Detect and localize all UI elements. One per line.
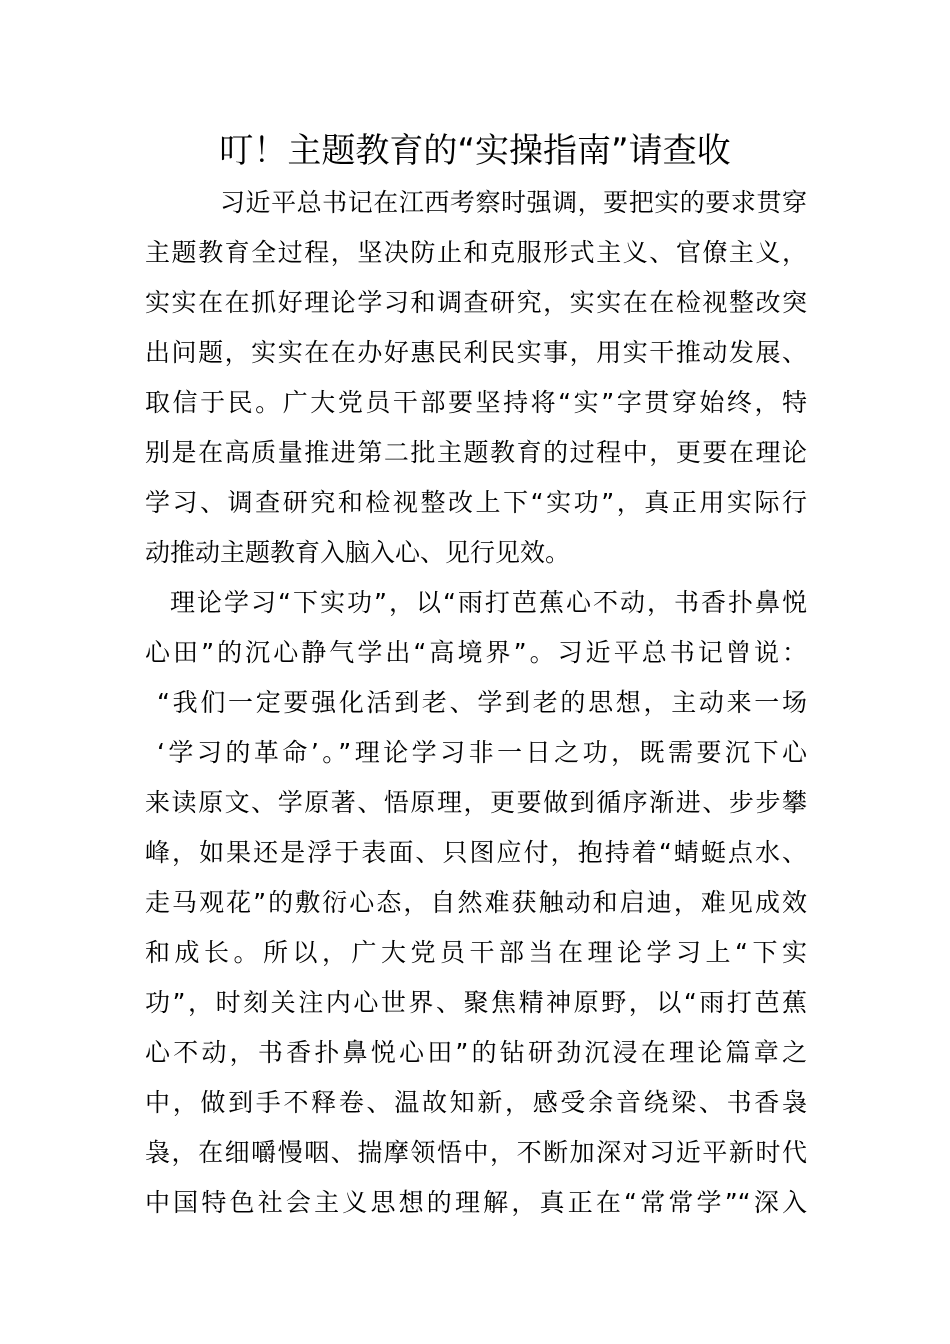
text-line: “我们一定要强化活到老、学到老的思想，主动来一场 — [157, 688, 807, 717]
text-line: 心田”的沉心静气学出“高境界”。习近平总书记曾说： — [145, 638, 807, 667]
text-line: ‘学习的革命’。”理论学习非一日之功，既需要沉下心 — [157, 738, 807, 767]
text-line: 取信于民。广大党员干部要坚持将“实”字贯穿始终，特 — [145, 388, 807, 417]
text-line: 习近平总书记在江西考察时强调，要把实的要求贯穿 — [220, 188, 807, 217]
text-line: 理论学习“下实功”，以“雨打芭蕉心不动，书香扑鼻悦 — [170, 588, 807, 617]
text-line: 中，做到手不释卷、温故知新，感受余音绕梁、书香袅 — [145, 1088, 807, 1117]
text-line: 峰，如果还是浮于表面、只图应付，抱持着“蜻蜓点水、 — [145, 838, 807, 867]
text-line: 主题教育全过程，坚决防止和克服形式主义、官僚主义， — [145, 238, 807, 267]
text-line: 功”，时刻关注内心世界、聚焦精神原野，以“雨打芭蕉 — [145, 988, 807, 1017]
text-line: 中国特色社会主义思想的理解，真正在“常常学”“深入 — [145, 1188, 807, 1217]
text-line: 袅，在细嚼慢咽、揣摩领悟中，不断加深对习近平新时代 — [145, 1138, 807, 1167]
text-line: 学习、调查研究和检视整改上下“实功”，真正用实际行 — [145, 488, 807, 517]
text-line: 心不动，书香扑鼻悦心田”的钻研劲沉浸在理论篇章之 — [145, 1038, 807, 1067]
text-line: 实实在在抓好理论学习和调查研究，实实在在检视整改突 — [145, 288, 807, 317]
document-body — [145, 178, 807, 1228]
text-line: 和成长。所以，广大党员干部当在理论学习上“下实 — [145, 938, 807, 967]
text-line: 来读原文、学原著、悟原理，更要做到循序渐进、步步攀 — [145, 788, 807, 817]
text-line: 走马观花”的敷衍心态，自然难获触动和启迪，难见成效 — [145, 888, 807, 917]
text-line: 别是在高质量推进第二批主题教育的过程中，更要在理论 — [145, 438, 807, 467]
text-line: 出问题，实实在在办好惠民利民实事，用实干推动发展、 — [145, 338, 807, 367]
text-line: 动推动主题教育入脑入心、见行见效。 — [145, 538, 571, 567]
document-title: 叮！主题教育的“实操指南”请查收 — [219, 131, 731, 171]
